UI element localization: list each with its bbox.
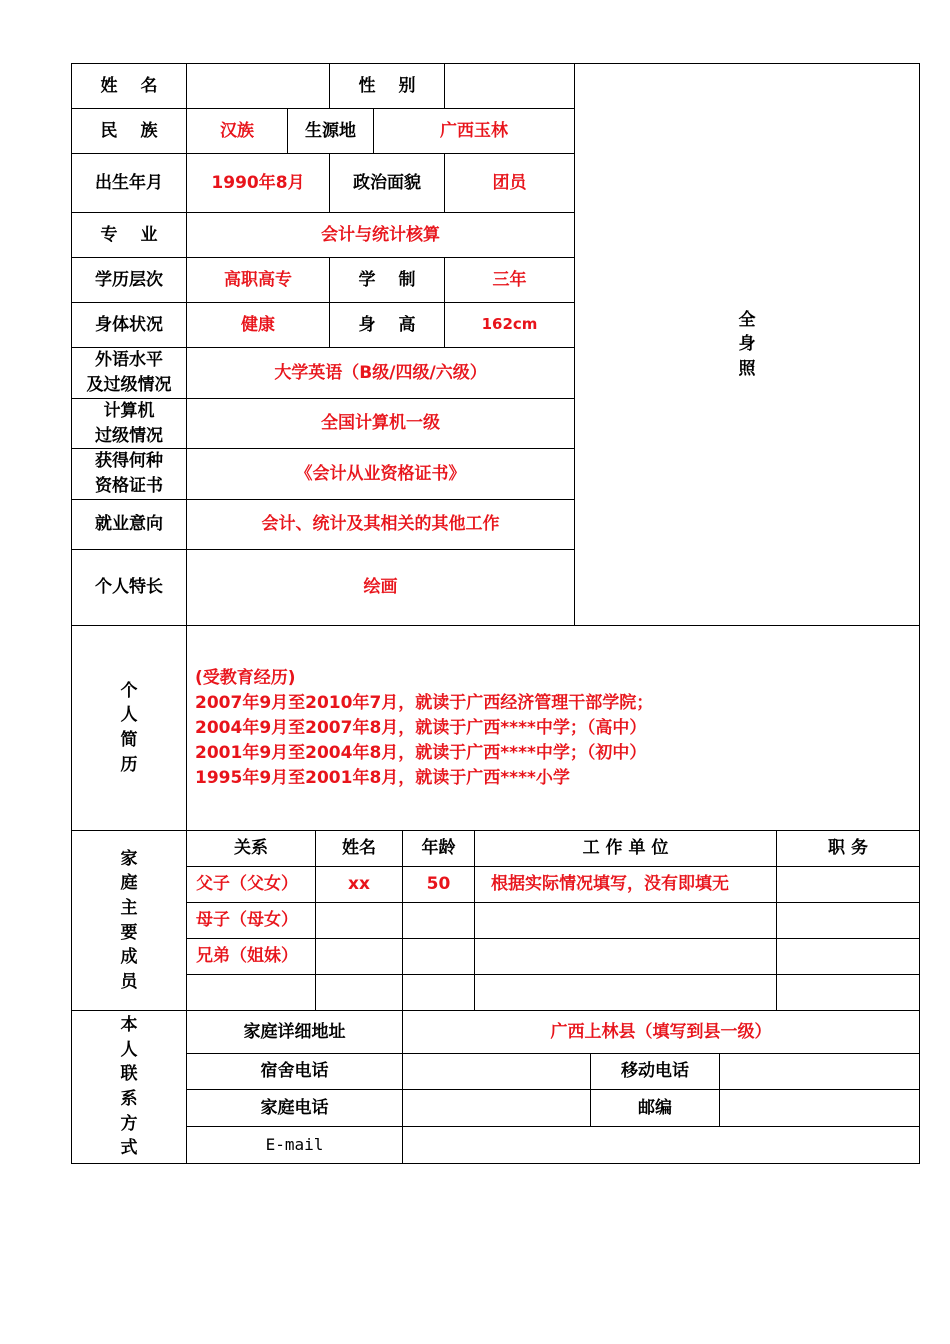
language-value[interactable]: 大学英语（B级/四级/六级） bbox=[186, 347, 575, 399]
family-row-1-relation[interactable]: 父子（父女） bbox=[186, 866, 316, 903]
major-label: 专 业 bbox=[71, 212, 187, 258]
family-row-3-work[interactable] bbox=[474, 938, 777, 975]
duration-label: 学 制 bbox=[329, 257, 445, 303]
photo-label-2: 身 bbox=[738, 334, 756, 355]
resume-form bbox=[72, 64, 920, 1164]
height-value[interactable]: 162cm bbox=[444, 302, 575, 348]
gender-label: 性 别 bbox=[329, 63, 445, 109]
ethnicity-label: 民 族 bbox=[71, 108, 187, 154]
computer-label-line2: 过级情况 bbox=[95, 425, 163, 446]
postcode-label: 邮编 bbox=[590, 1089, 720, 1127]
intent-value[interactable]: 会计、统计及其相关的其他工作 bbox=[186, 499, 575, 550]
family-label-char: 家 bbox=[120, 848, 138, 869]
home-phone-field[interactable] bbox=[402, 1089, 591, 1127]
resume-label-char: 简 bbox=[120, 730, 138, 750]
family-label-char: 员 bbox=[120, 971, 138, 992]
skill-label: 个人特长 bbox=[71, 549, 187, 626]
language-label-line2: 及过级情况 bbox=[86, 375, 172, 395]
postcode-field[interactable] bbox=[719, 1089, 920, 1127]
email-label: E-mail bbox=[186, 1126, 403, 1164]
contact-label bbox=[71, 1010, 187, 1164]
major-value[interactable]: 会计与统计核算 bbox=[186, 212, 575, 258]
family-label-char: 主 bbox=[120, 897, 138, 918]
duration-value[interactable]: 三年 bbox=[444, 257, 575, 303]
contact-label-char: 联 bbox=[120, 1064, 138, 1085]
language-label bbox=[71, 347, 187, 399]
family-header-age: 年龄 bbox=[402, 830, 475, 867]
contact-label-char: 系 bbox=[120, 1089, 138, 1109]
computer-label bbox=[71, 398, 187, 449]
family-row-1-position[interactable] bbox=[776, 866, 920, 903]
family-row-2-age[interactable] bbox=[402, 902, 475, 939]
family-label-char: 庭 bbox=[120, 873, 138, 894]
family-row-4-work[interactable] bbox=[474, 974, 777, 1011]
health-label: 身体状况 bbox=[71, 302, 187, 348]
name-value[interactable] bbox=[186, 63, 330, 109]
health-value[interactable]: 健康 bbox=[186, 302, 330, 348]
family-header-relation: 关系 bbox=[186, 830, 316, 867]
computer-label-line1: 计算机 bbox=[103, 400, 155, 421]
family-row-2-name[interactable] bbox=[315, 902, 403, 939]
photo-label-3: 照 bbox=[738, 358, 756, 379]
resume-line: 2007年9月至2010年7月，就读于广西经济管理干部学院； bbox=[195, 692, 654, 713]
family-row-1-name[interactable]: xx bbox=[315, 866, 403, 903]
contact-label-char: 本 bbox=[120, 1015, 138, 1036]
resume-content[interactable] bbox=[186, 625, 920, 831]
family-row-3-name[interactable] bbox=[315, 938, 403, 975]
contact-label-char: 人 bbox=[120, 1039, 138, 1060]
contact-label-char: 式 bbox=[120, 1138, 138, 1159]
gender-value[interactable] bbox=[444, 63, 575, 109]
language-label-line1: 外语水平 bbox=[95, 350, 163, 371]
birth-label: 出生年月 bbox=[71, 153, 187, 213]
name-label: 姓 名 bbox=[71, 63, 187, 109]
mobile-label: 移动电话 bbox=[590, 1053, 720, 1090]
certificate-label-line2: 资格证书 bbox=[95, 476, 163, 496]
contact-label-char: 方 bbox=[120, 1113, 138, 1134]
skill-value[interactable]: 绘画 bbox=[186, 549, 575, 626]
certificate-label bbox=[71, 448, 187, 500]
resume-line: 2001年9月至2004年8月，就读于广西****中学；（初中） bbox=[195, 742, 647, 763]
family-row-4-name[interactable] bbox=[315, 974, 403, 1011]
family-row-4-relation[interactable] bbox=[186, 974, 316, 1011]
family-row-4-position[interactable] bbox=[776, 974, 920, 1011]
resume-line: 1995年9月至2001年8月，就读于广西****小学 bbox=[195, 767, 570, 788]
resume-label bbox=[71, 625, 187, 831]
family-row-3-relation[interactable]: 兄弟（姐妹） bbox=[186, 938, 316, 975]
education-value[interactable]: 高职高专 bbox=[186, 257, 330, 303]
education-label: 学历层次 bbox=[71, 257, 187, 303]
address-label: 家庭详细地址 bbox=[186, 1010, 403, 1054]
photo-label-1: 全 bbox=[738, 309, 756, 330]
mobile-field[interactable] bbox=[719, 1053, 920, 1090]
family-row-1-age[interactable]: 50 bbox=[402, 866, 475, 903]
address-value[interactable]: 广西上林县（填写到县一级） bbox=[402, 1010, 920, 1054]
resume-line: 2004年9月至2007年8月，就读于广西****中学；（高中） bbox=[195, 717, 647, 738]
dorm-phone-label: 宿舍电话 bbox=[186, 1053, 403, 1090]
political-value[interactable]: 团员 bbox=[444, 153, 575, 213]
height-label: 身 高 bbox=[329, 302, 445, 348]
family-label bbox=[71, 830, 187, 1011]
home-phone-label: 家庭电话 bbox=[186, 1089, 403, 1127]
resume-label-char: 人 bbox=[120, 705, 138, 726]
family-row-2-position[interactable] bbox=[776, 902, 920, 939]
resume-label-char: 历 bbox=[120, 754, 138, 775]
computer-value[interactable]: 全国计算机一级 bbox=[186, 398, 575, 449]
family-row-3-age[interactable] bbox=[402, 938, 475, 975]
family-row-3-position[interactable] bbox=[776, 938, 920, 975]
family-header-work: 工 作 单 位 bbox=[474, 830, 777, 867]
photo-box[interactable] bbox=[574, 63, 920, 626]
family-header-name: 姓名 bbox=[315, 830, 403, 867]
dorm-phone-field[interactable] bbox=[402, 1053, 591, 1090]
family-row-2-relation[interactable]: 母子（母女） bbox=[186, 902, 316, 939]
resume-line: (受教育经历) bbox=[195, 667, 296, 688]
family-label-char: 成 bbox=[120, 947, 138, 968]
birth-value[interactable]: 1990年8月 bbox=[186, 153, 330, 213]
family-row-4-age[interactable] bbox=[402, 974, 475, 1011]
family-row-1-work[interactable]: 根据实际情况填写，没有即填无 bbox=[474, 866, 777, 903]
email-field[interactable] bbox=[402, 1126, 920, 1164]
certificate-value[interactable]: 《会计从业资格证书》 bbox=[186, 448, 575, 500]
ethnicity-value[interactable]: 汉族 bbox=[186, 108, 288, 154]
intent-label: 就业意向 bbox=[71, 499, 187, 550]
family-header-position: 职 务 bbox=[776, 830, 920, 867]
political-label: 政治面貌 bbox=[329, 153, 445, 213]
certificate-label-line1: 获得何种 bbox=[95, 451, 163, 472]
family-row-2-work[interactable] bbox=[474, 902, 777, 939]
family-label-char: 要 bbox=[120, 922, 138, 943]
resume-label-char: 个 bbox=[120, 680, 138, 701]
origin-value[interactable]: 广西玉林 bbox=[373, 108, 575, 154]
origin-label: 生源地 bbox=[287, 108, 374, 154]
resume-lines bbox=[187, 666, 653, 791]
